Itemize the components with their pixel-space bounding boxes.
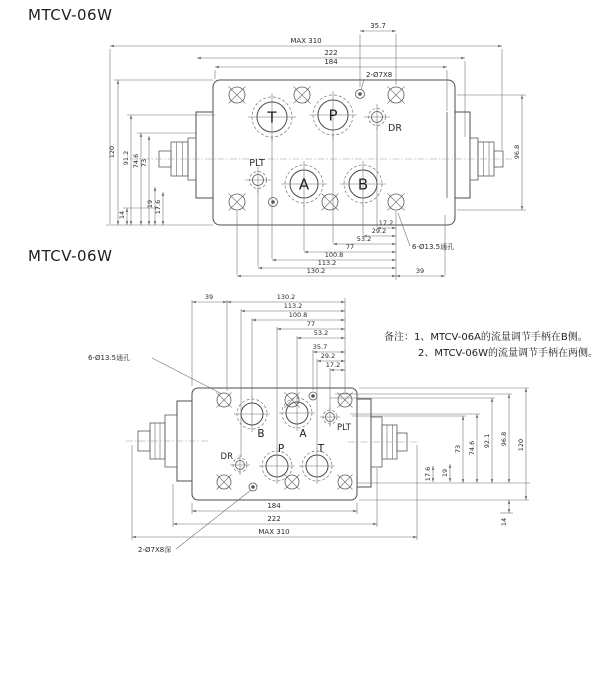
dim2-73: 73 bbox=[454, 444, 462, 454]
port-P-2 bbox=[259, 443, 295, 484]
port-PLT-label: PLT bbox=[249, 158, 265, 169]
dim-35-7: 35.7 bbox=[370, 22, 386, 30]
dim-14: 14 bbox=[118, 210, 126, 220]
notes-row-1 bbox=[384, 330, 600, 346]
notes-line1: 1、MTCV-06A的流量调节手柄在B侧。 bbox=[414, 332, 588, 343]
port-B-label-2: B bbox=[257, 428, 265, 440]
port-DR-hole bbox=[364, 104, 390, 130]
callout-mount-holes: 6-Ø13.5通孔 bbox=[412, 243, 455, 251]
dim-184: 184 bbox=[324, 58, 338, 66]
dim-96-8: 96.8 bbox=[513, 144, 521, 160]
dim2-74-6: 74.6 bbox=[468, 440, 476, 456]
dim2-222: 222 bbox=[267, 515, 281, 523]
dim-74-6: 74.6 bbox=[132, 153, 140, 169]
dim-29-2: 29.2 bbox=[371, 227, 387, 235]
dim2-17-6: 17.6 bbox=[424, 466, 432, 482]
right-adjuster-handle bbox=[455, 112, 503, 198]
dim-19: 19 bbox=[146, 199, 154, 209]
dim2-92-1: 92.1 bbox=[483, 433, 491, 449]
dim2-120: 120 bbox=[517, 438, 525, 452]
pin-holes-2 bbox=[249, 392, 317, 491]
dim2-14: 14 bbox=[500, 517, 508, 527]
notes-label: 备注： bbox=[384, 332, 414, 343]
view1-top-dimensions bbox=[110, 22, 502, 224]
callout-mount-holes-2: 6-Ø13.5通孔 bbox=[88, 354, 131, 362]
port-P bbox=[309, 91, 357, 139]
valve-body-plate bbox=[213, 80, 455, 225]
dim-100-8: 100.8 bbox=[324, 251, 344, 259]
dim2-53-2: 53.2 bbox=[313, 329, 329, 337]
port-P-label: P bbox=[328, 106, 338, 125]
notes bbox=[384, 330, 600, 362]
mounting-holes-2 bbox=[217, 393, 353, 490]
notes-row-2 bbox=[384, 346, 600, 362]
view1-bottom-dimensions bbox=[237, 127, 454, 280]
port-A-label-2: A bbox=[299, 428, 307, 440]
drawing-title-view1: MTCV-06W bbox=[28, 6, 113, 24]
dim-120: 120 bbox=[108, 145, 116, 159]
port-T-2 bbox=[299, 443, 335, 484]
callout-pin-holes-2: 2-Ø7X8深 bbox=[138, 546, 172, 554]
port-PLT-label-2: PLT bbox=[337, 423, 351, 433]
port-PLT-hole bbox=[245, 167, 271, 193]
dim2-35-7: 35.7 bbox=[312, 343, 328, 351]
dim2-max-310: MAX 310 bbox=[258, 528, 290, 536]
dim-91-2: 91.2 bbox=[122, 150, 130, 166]
dim-53-2: 53.2 bbox=[356, 235, 372, 243]
dim-max-310: MAX 310 bbox=[290, 37, 322, 45]
dim2-113-2: 113.2 bbox=[283, 302, 303, 310]
dim2-17-2: 17.2 bbox=[325, 361, 341, 369]
port-A-2 bbox=[279, 395, 315, 440]
port-B-2 bbox=[234, 396, 270, 440]
drawing-title-view2: MTCV-06W bbox=[28, 247, 113, 265]
dim2-100-8: 100.8 bbox=[288, 311, 308, 319]
dim-17-2: 17.2 bbox=[378, 219, 394, 227]
port-T bbox=[248, 93, 296, 141]
dim2-130-2: 130.2 bbox=[276, 293, 296, 301]
port-A-label: A bbox=[298, 175, 310, 194]
port-DR-hole-2 bbox=[230, 455, 250, 475]
dim2-184: 184 bbox=[267, 502, 281, 510]
port-T-label: T bbox=[267, 108, 277, 127]
port-B bbox=[340, 161, 386, 207]
notes-line2: 2、MTCV-06W的流量调节手柄在两侧。 bbox=[418, 348, 598, 359]
callout-pin-holes: 2-Ø7X8 bbox=[366, 71, 393, 79]
dim2-39: 39 bbox=[204, 293, 214, 301]
dim2-29-2: 29.2 bbox=[320, 352, 336, 360]
port-DR-label: DR bbox=[388, 123, 402, 134]
dim2-77: 77 bbox=[306, 320, 316, 328]
dim-73: 73 bbox=[140, 158, 148, 168]
port-DR-label-2: DR bbox=[220, 452, 233, 462]
dim2-96-8: 96.8 bbox=[500, 431, 508, 447]
dim-113-2: 113.2 bbox=[317, 259, 337, 267]
dim2-19: 19 bbox=[441, 468, 449, 478]
view1-left-dimensions bbox=[106, 80, 215, 225]
view2-right-dimensions bbox=[330, 388, 530, 526]
port-T-label-2: T bbox=[317, 443, 325, 455]
right-adjuster-handle-2 bbox=[357, 399, 407, 487]
dim-222: 222 bbox=[324, 49, 338, 57]
port-B-label: B bbox=[357, 175, 369, 194]
dim-17-6: 17.6 bbox=[154, 199, 162, 215]
port-A bbox=[281, 161, 327, 207]
dim-130-2: 130.2 bbox=[306, 267, 326, 275]
dim-39: 39 bbox=[415, 267, 425, 275]
dim-77: 77 bbox=[345, 243, 355, 251]
left-adjuster-handle bbox=[159, 112, 213, 198]
mounting-holes bbox=[229, 87, 405, 211]
view1-top-face bbox=[106, 22, 526, 280]
port-P-label-2: P bbox=[277, 443, 285, 455]
